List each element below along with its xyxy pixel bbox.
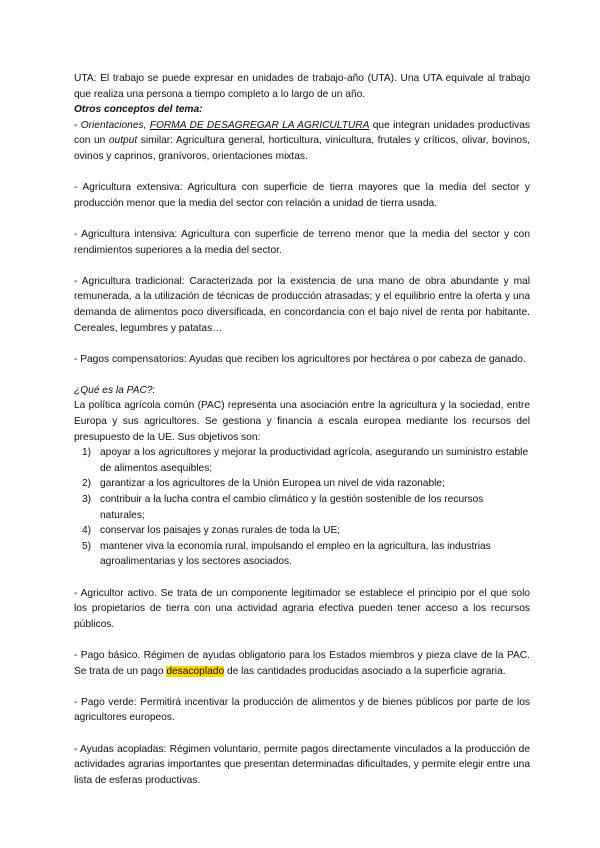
intensiva-paragraph: - Agricultura intensiva: Agricultura con superficie de terreno menor que la media del sector y con rendimientos superiores a la media del sector. — [74, 228, 530, 256]
list-item — [74, 476, 530, 492]
list-number: 1) — [82, 447, 92, 459]
orientaciones-rest: similar: Agricultura general, horticultura, vinicultura, frutales y críticos, olivar, bovinos, ovinos y caprinos, granívoros, orientaciones mixtas. — [74, 135, 530, 162]
compensatorios-paragraph: - Pagos compensatorios: Ayudas que reciben los agricultores por hectárea o por cabeza de ganado. — [74, 353, 526, 365]
uta-paragraph: UTA: El trabajo se puede expresar en unidades de trabajo-año (UTA). Una UTA equivale al trabajo que realiza una persona a tiempo completo a lo largo de un año. — [74, 73, 530, 100]
pago-basico-after: de las cantidades producidas asociado a la superficie agraria. — [224, 665, 506, 677]
list-text: garantizar a los agricultores de la Unión Europea un nivel de vida razonable; — [100, 478, 445, 490]
orientaciones-output: output — [108, 135, 138, 147]
list-text: apoyar a los agricultores y mejorar la productividad agrícola, asegurando un suministro estable de alimentos asequibles; — [100, 447, 529, 474]
list-item — [74, 539, 530, 570]
pago-verde-paragraph: - Pago verde: Permitirá incentivar la producción de alimentos y de bienes públicos por parte de los agricultores europeos. — [74, 696, 530, 724]
pago-basico-paragraph — [74, 648, 530, 679]
otros-conceptos-heading: Otros conceptos del tema: — [74, 104, 203, 116]
document-body — [74, 71, 530, 788]
pac-intro-paragraph: La política agrícola común (PAC) representa una asociación entre la agricultura y la sociedad, entre Europa y sus agricultores. Se gestiona y financia a escala europea mediante los recursos del presupuesto de la UE. Sus objetivos son: — [74, 400, 530, 443]
list-item — [74, 523, 530, 539]
list-number: 5) — [82, 540, 92, 552]
orientaciones-prefix: - — [74, 119, 81, 131]
list-number: 2) — [82, 478, 92, 490]
orientaciones-underlined: FORMA DE DESAGREGAR LA AGRICULTURA — [149, 119, 370, 131]
highlighted-term: desacoplado — [166, 665, 225, 677]
list-item — [74, 445, 530, 476]
list-text: contribuir a la lucha contra el cambio climático y la gestión sostenible de los recursos naturales; — [100, 494, 484, 521]
orientaciones-mid: que integran unidades productivas con un — [74, 119, 530, 147]
orientaciones-paragraph — [74, 118, 530, 165]
pac-heading: ¿Qué es la PAC?: — [74, 384, 156, 396]
list-text: mantener viva la economía rural, impulsando el empleo en la agricultura, las industrias agroalimentarias y los sectores asociados. — [100, 540, 491, 568]
tradicional-paragraph: - Agricultura tradicional: Caracterizada por la existencia de una mano de obra abundante y mal remunerada, a la utilización de técnicas de producción atrasadas; y el equilibrio entre la oferta y una demanda de alimentos poco diversificada, en concordancia con el bajo nivel de renta por habitante. Cereales, legumbres y patatas… — [74, 275, 530, 334]
list-item — [74, 492, 530, 523]
pago-basico-before: - Pago básico. Régimen de ayudas obligatorio para los Estados miembros y pieza clave de la PAC. Se trata de un pago — [74, 649, 530, 677]
orientaciones-term: Orientaciones, — [80, 119, 147, 131]
list-text: conservar los paisajes y zonas rurales de toda la UE; — [100, 525, 341, 537]
list-number: 3) — [82, 494, 92, 506]
objetivos-list — [74, 445, 530, 570]
ayudas-acopladas-paragraph: - Ayudas acopladas: Régimen voluntario, permite pagos directamente vinculados a la producción de actividades agrarias importantes que presentan determinadas dificultades, y permite elegir entre una lista de esferas productivas. — [74, 743, 530, 786]
extensiva-paragraph: - Agricultura extensiva: Agricultura con superficie de tierra mayores que la media del sector y producción menor que la media del sector con relación a unidad de tierra usada. — [74, 182, 530, 209]
agricultor-activo-paragraph: - Agricultor activo. Se trata de un componente legitimador se establece el principio por el que solo los propietarios de tierra con una actividad agraria efectiva pueden tener acceso a los recursos públicos. — [74, 587, 530, 630]
list-number: 4) — [82, 525, 92, 537]
